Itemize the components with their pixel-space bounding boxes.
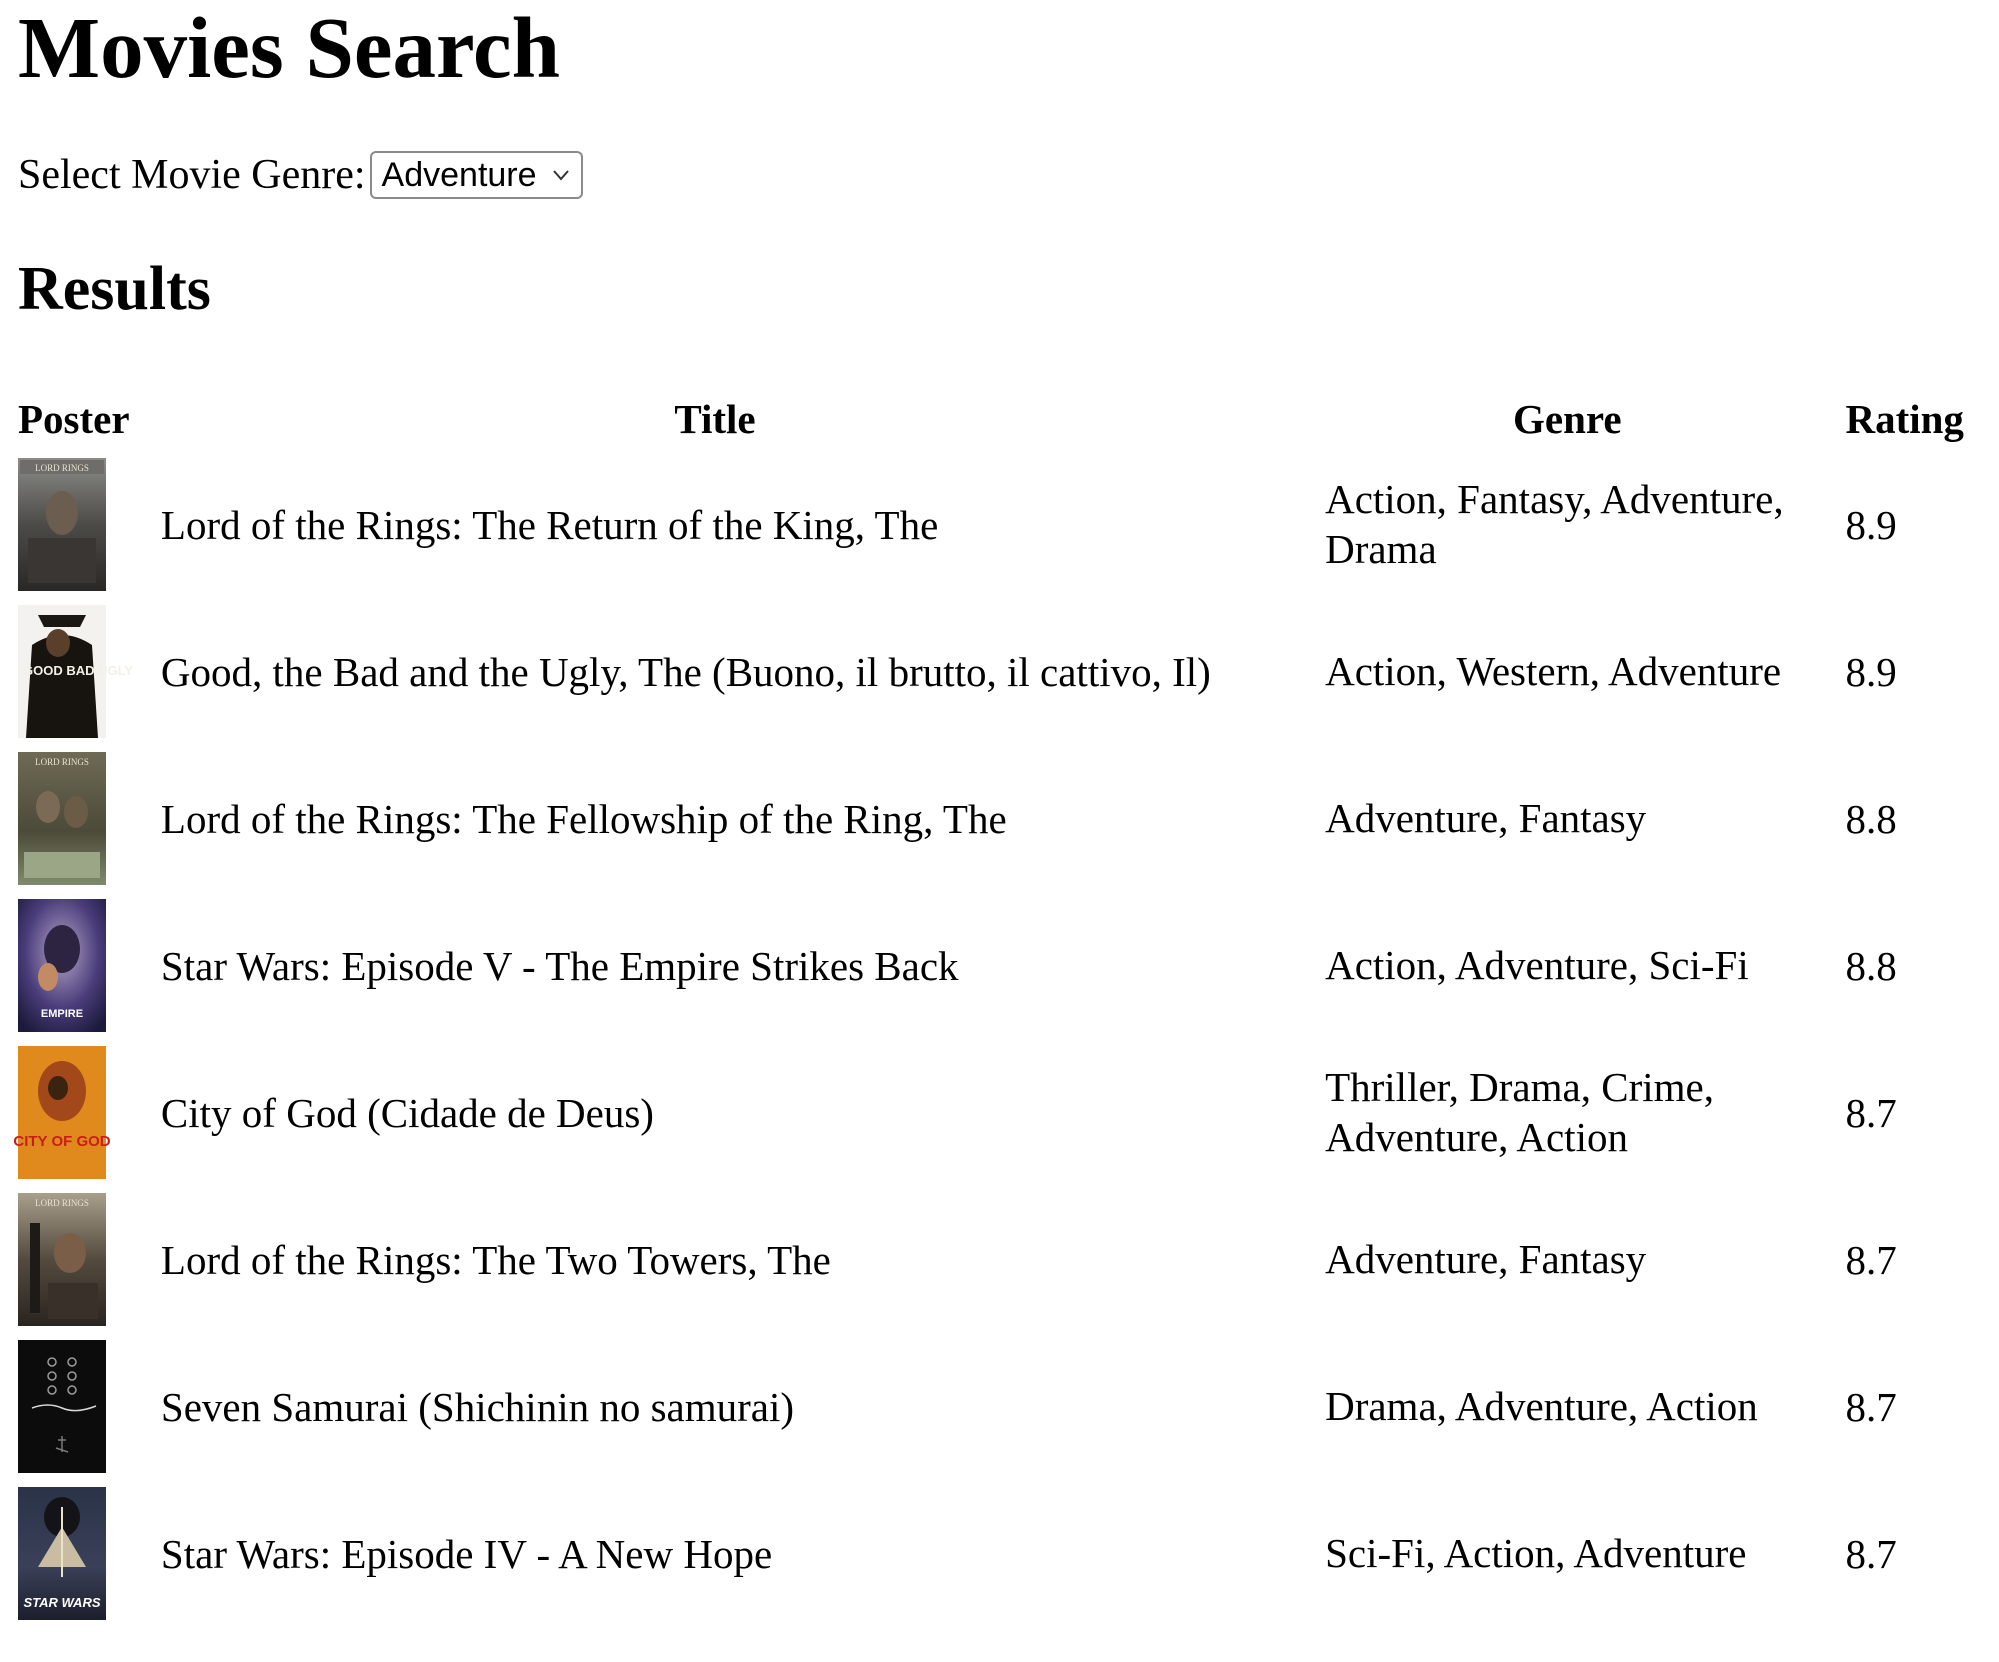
movie-title: Lord of the Rings: The Fellowship of the Ring, The	[160, 795, 1007, 842]
svg-text:LORD RINGS: LORD RINGS	[35, 757, 89, 767]
genre-select-value: Adventure	[381, 155, 537, 194]
poster-cell	[18, 1193, 133, 1326]
table-row	[18, 899, 1985, 1032]
genre-select[interactable]	[370, 151, 583, 199]
movie-genre: Action, Western, Adventure	[1325, 647, 1782, 694]
svg-text:GOOD BAD UGLY: GOOD BAD UGLY	[22, 663, 134, 678]
svg-text:LORD RINGS: LORD RINGS	[35, 1198, 89, 1208]
poster-cell	[18, 899, 133, 1032]
results-heading: Results	[18, 255, 211, 323]
poster-cell	[18, 605, 133, 738]
movie-rating: 8.8	[1845, 942, 1897, 989]
results-table	[10, 380, 1993, 1634]
poster-cell	[18, 458, 133, 591]
table-row	[18, 1193, 1985, 1326]
table-row	[18, 1046, 1985, 1179]
movie-poster	[18, 1340, 106, 1473]
movie-title: Lord of the Rings: The Two Towers, The	[160, 1236, 831, 1283]
movie-rating: 8.8	[1845, 795, 1897, 842]
svg-text:LORD RINGS: LORD RINGS	[35, 463, 89, 473]
page-title: Movies Search	[18, 0, 561, 96]
movie-genre: Drama, Adventure, Action	[1325, 1382, 1758, 1429]
movie-title: Lord of the Rings: The Return of the King, The	[160, 501, 939, 548]
movie-genre: Adventure, Fantasy	[1325, 1235, 1647, 1282]
chevron-down-icon	[551, 165, 571, 185]
table-row	[18, 752, 1985, 885]
column-header-title: Title	[674, 396, 756, 442]
poster-cell	[13, 1046, 133, 1179]
movie-poster	[18, 1193, 106, 1326]
genre-filter-label: Select Movie Genre:	[18, 152, 366, 198]
movie-rating: 8.7	[1845, 1383, 1897, 1430]
table-header-row	[18, 394, 1985, 444]
movie-title: Star Wars: Episode IV - A New Hope	[160, 1530, 773, 1577]
movie-rating: 8.9	[1845, 501, 1897, 548]
movie-poster	[13, 1046, 111, 1179]
movie-poster	[18, 1487, 106, 1620]
poster-cell	[18, 1487, 133, 1620]
movie-genre: Adventure, Fantasy	[1325, 794, 1647, 841]
poster-cell	[18, 1340, 133, 1473]
movie-title: Good, the Bad and the Ugly, The (Buono, il brutto, il cattivo, Il)	[160, 648, 1211, 695]
movie-poster	[18, 458, 106, 591]
movie-genre: Action, Fantasy, Adventure, Drama	[1325, 476, 1784, 572]
movie-genre: Sci-Fi, Action, Adventure	[1325, 1529, 1747, 1576]
table-row	[18, 458, 1985, 591]
genre-filter	[18, 150, 583, 200]
svg-text:EMPIRE: EMPIRE	[40, 1008, 84, 1020]
table-row	[18, 1340, 1985, 1473]
movie-title: Seven Samurai (Shichinin no samurai)	[160, 1383, 795, 1430]
poster-cell	[18, 752, 133, 885]
movie-title: Star Wars: Episode V - The Empire Strikes Back	[160, 942, 959, 989]
movie-genre: Thriller, Drama, Crime, Adventure, Action	[1325, 1064, 1714, 1160]
svg-text:STAR WARS: STAR WARS	[23, 1595, 101, 1610]
movie-rating: 8.7	[1845, 1089, 1897, 1136]
movie-poster	[18, 752, 106, 885]
movie-title: City of God (Cidade de Deus)	[160, 1089, 654, 1136]
movie-rating: 8.7	[1845, 1236, 1897, 1283]
movie-rating: 8.7	[1845, 1530, 1897, 1577]
movie-genre: Action, Adventure, Sci-Fi	[1325, 941, 1749, 988]
svg-text:CITY OF GOD: CITY OF GOD	[13, 1133, 111, 1150]
column-header-poster: Poster	[18, 396, 130, 442]
column-header-genre: Genre	[1513, 396, 1622, 442]
movie-poster	[18, 605, 134, 738]
table-row	[18, 605, 1985, 738]
movie-poster	[18, 899, 106, 1032]
movie-rating: 8.9	[1845, 648, 1897, 695]
column-header-rating: Rating	[1845, 396, 1964, 442]
table-row	[18, 1487, 1985, 1620]
